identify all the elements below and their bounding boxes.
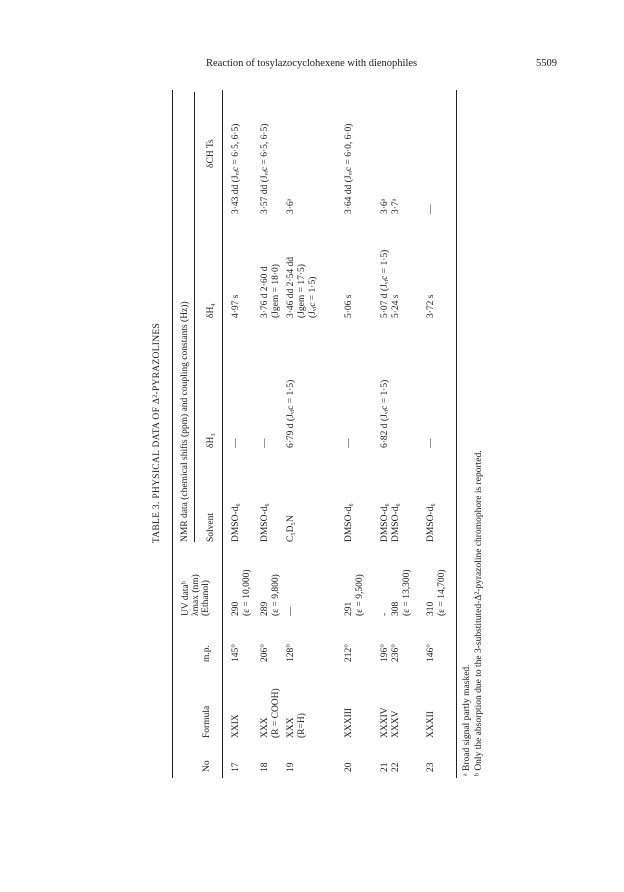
rotated-table (126, 88, 556, 778)
row-21-22-no: 21 22 (380, 762, 401, 772)
row-17-no: 17 (231, 762, 241, 772)
page-number: 5509 (536, 58, 557, 69)
row-23-solvent: DMSO-d₆ (426, 503, 436, 542)
running-head-title: Reaction of tosylazocyclohexene with dienophiles (206, 58, 418, 69)
row-20-uv: 291 (ε = 9,500) (344, 574, 365, 616)
header-ch-ts: δCH Ts (206, 139, 216, 168)
row-20-formula: XXXIII (344, 707, 354, 738)
header-h3: δH₃ (206, 433, 216, 448)
row-19-no: 19 (286, 762, 296, 772)
row-23-uv: 310 (ε = 14,700) (426, 569, 447, 616)
row-17-h4: 4·97 s (231, 294, 241, 318)
footnote-a: ᵃ Broad signal partly masked. (462, 664, 472, 776)
header-nmr-group: NMR data (chemical shifts (ppm) and coupling constants (Hz)) (180, 301, 190, 542)
row-17-h3: — (231, 438, 241, 448)
header-bottom-rule (222, 90, 223, 778)
header-mp: m.p. (202, 645, 212, 662)
header-h4: δH₄ (206, 303, 216, 318)
header-no: No (202, 760, 212, 772)
row-21-22-solvent: DMSO-d₆ DMSO-d₆ (380, 503, 401, 542)
table-top-rule (172, 90, 173, 778)
table-caption: TABLE 3. PHYSICAL DATA OF Δ²-PYRAZOLINES (152, 322, 162, 544)
row-18-mp: 206° (260, 643, 270, 662)
row-19-uv: — (286, 606, 296, 616)
row-21-22-h3: 6·82 d (Jᵥᵢc = 1·5) (380, 379, 390, 448)
row-23-ch: — (426, 204, 436, 214)
row-19-h3: 6·79 d (Jᵥᵢc = 1·5) (286, 379, 296, 448)
row-17-formula: XXIX (231, 714, 241, 738)
row-18-no: 18 (260, 762, 270, 772)
row-20-h3: — (344, 438, 354, 448)
row-21-22-ch: 3·6ᵃ 3·7ᵃ (380, 198, 401, 214)
row-20-no: 20 (344, 762, 354, 772)
row-23-no: 23 (426, 762, 436, 772)
row-20-ch: 3·64 dd (Jᵥᵢc = 6·0, 6·0) (344, 123, 354, 214)
header-uv: UV dataᵇ λmax (nm) (Ethanol) (181, 574, 211, 616)
footnote-b: ᵇ Only the absorption due to the 3-substituted-Δ²-pyrazoline chromophore is reported. (474, 450, 484, 776)
row-23-formula: XXXII (426, 711, 436, 738)
row-23-mp: 146° (426, 643, 436, 662)
row-17-uv: 290 (ε = 10,000) (231, 569, 252, 616)
row-19-h4: 3·46 dd 2·54 dd (Jgem = 17·5) (Jᵥᵢc = 1·5) (286, 257, 318, 318)
row-18-h3: — (260, 438, 270, 448)
row-21-22-uv: - 308 (ε = 13,300) (380, 569, 412, 616)
row-18-uv: 289 (ε = 9,800) (260, 574, 281, 616)
row-21-22-h4: 5·07 d (Jᵥᵢc = 1·5) 5·24 s (380, 249, 401, 318)
row-21-22-mp: 196° 236° (380, 643, 401, 662)
row-17-ch: 3·43 dd (Jᵥᵢc = 6·5, 6·5) (231, 123, 241, 214)
row-19-formula: XXX (R=H) (286, 713, 307, 738)
row-20-h4: 5·06 s (344, 294, 354, 318)
header-solvent: Solvent (206, 512, 216, 542)
header-formula: Formula (202, 705, 212, 738)
row-19-ch: 3·6ᵃ (286, 198, 296, 214)
table-bottom-rule (456, 90, 457, 778)
row-19-solvent: C₅D₅N (286, 515, 296, 542)
row-18-h4: 3·76 d 2·60 d (Jgem = 18·0) (260, 264, 281, 318)
nmr-group-rule (194, 92, 195, 542)
row-20-solvent: DMSO-d₆ (344, 503, 354, 542)
row-18-formula: XXX (R = COOH) (260, 688, 281, 738)
row-17-solvent: DMSO-d₆ (231, 503, 241, 542)
row-21-22-formula: XXXIV XXXV (380, 707, 401, 738)
row-17-mp: 145° (231, 643, 241, 662)
row-20-mp: 212° (344, 643, 354, 662)
row-23-h4: 3·72 s (426, 294, 436, 318)
row-23-h3: — (426, 438, 436, 448)
row-18-ch: 3·57 dd (Jᵥᵢc = 6·5, 6·5) (260, 123, 270, 214)
row-19-mp: 128° (286, 643, 296, 662)
row-18-solvent: DMSO-d₆ (260, 503, 270, 542)
